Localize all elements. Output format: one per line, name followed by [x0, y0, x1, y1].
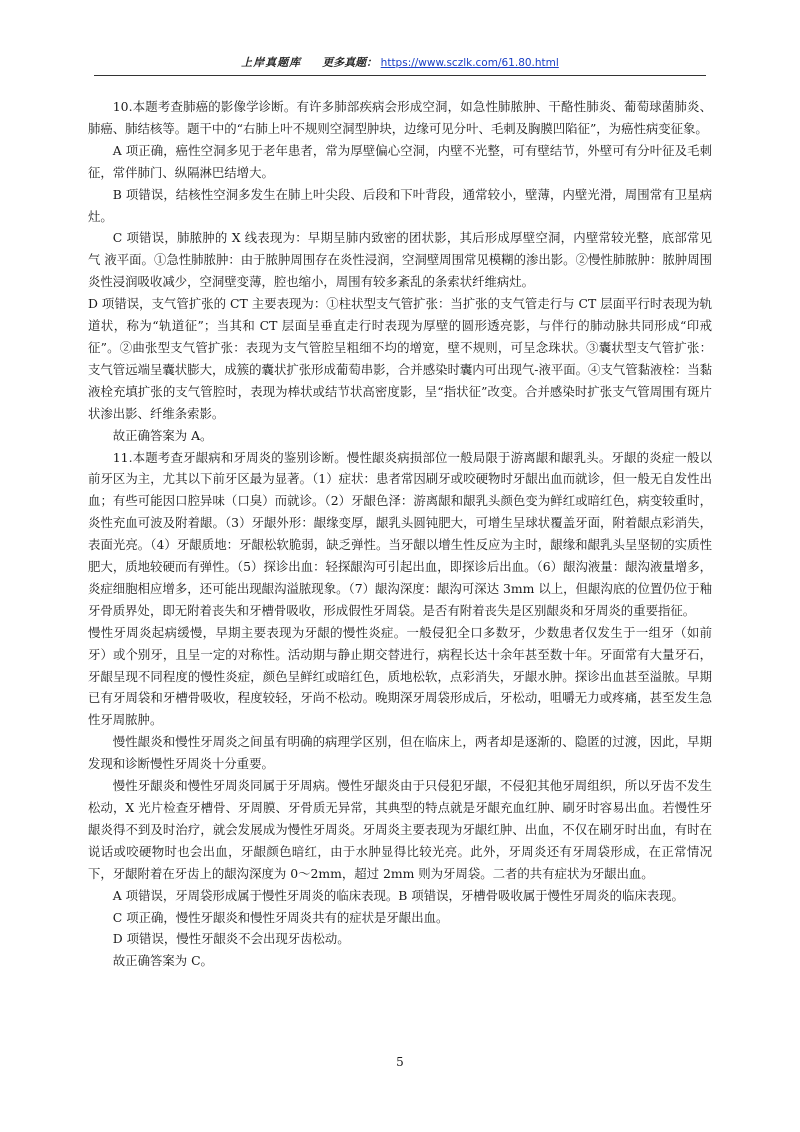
- paragraph: C 项错误，肺脓肿的 X 线表现为：早期呈肺内致密的团状影，其后形成厚壁空洞，内壁常较光整，底部常见气 液平面。①急性肺脓肿：由于脓肿周围存在炎性浸润，空洞壁周围常见模糊的渗出影。②慢性肺脓肿：脓肿周围炎性浸润吸收减少，空洞壁变薄，腔也缩小，周围有较多紊乱的条索状纤维病灶。: [88, 230, 712, 290]
- paragraph: 故正确答案为 C。: [112, 953, 213, 969]
- paragraph: 11.本题考查牙龈病和牙周炎的鉴别诊断。慢性龈炎病损部位一般局限于游离龈和龈乳头。牙龈的炎症一般以前牙区为主，尤其以下前牙区最为显著。（1）症状：患者常因刷牙或咬硬物时牙龈出血而就诊，但一般无自发性出血；有些可能因口腔异味（口臭）而就诊。（2）牙龈色泽：游离龈和龈乳头颜色变为鲜红或暗红色，病变较重时，炎性充血可波及附着龈。（3）牙龈外形：龈缘变厚，龈乳头圆钝肥大，可增生呈球状覆盖牙面，附着龈点彩消失，表面光亮。（4）牙龈质地：牙龈松软脆弱，缺乏弹性。当牙龈以增生性反应为主时，龈缘和龈乳头呈坚韧的实质性肥大，质地较硬而有弹性。（5）探诊出血：轻探龈沟可引起出血，即探诊后出血。（6）龈沟液量：龈沟液量增多，炎症细胞相应增多，还可能出现龈沟溢脓现象。（7）龈沟深度：龈沟可深达 3mm 以上，但龈沟底的位置仍位于釉牙骨质界处，即无附着丧失和牙槽骨吸收，形成假性牙周袋。是否有附着丧失是区别龈炎和牙周炎的重要指征。: [88, 449, 712, 618]
- paragraph: 慢性龈炎和慢性牙周炎之间虽有明确的病理学区别，但在临床上，两者却是逐渐的、隐匿的过渡，因此，早期发现和诊断慢性牙周炎十分重要。: [88, 734, 712, 772]
- paragraph: 故正确答案为 A。: [112, 427, 213, 443]
- more-label: 更多真题：: [322, 56, 378, 69]
- source-link[interactable]: https://www.sczlk.com/61.80.html: [380, 57, 559, 69]
- paragraph: D 项错误，支气管扩张的 CT 主要表现为：①柱状型支气管扩张：当扩张的支气管走行与 CT 层面平行时表现为轨道状，称为“轨道征”；当其和 CT 层面呈垂直走行时表现为厚壁的圆形透亮影，与伴行的肺动脉共同形成“印戒征”。②曲张型支气管扩张：表现为支气管腔呈粗细不均的增宽，壁不规则，可呈念珠状。③囊状型支气管扩张：支气管远端呈囊状膨大，成簇的囊状扩张形成葡萄串影，合并感染时囊内可出现气-液平面。④支气管黏液栓：当黏液栓充填扩张的支气管腔时，表现为棒状或结节状高密度影，呈“指状征”改变。合并感染时扩张支气管周围有斑片状渗出影、纤维条索影。: [88, 296, 712, 421]
- paragraph: A 项错误，牙周袋形成属于慢性牙周炎的临床表现。B 项错误，牙槽骨吸收属于慢性牙周炎的临床表现。: [112, 887, 684, 903]
- page-header: [94, 54, 706, 76]
- paragraph: A 项正确，癌性空洞多见于老年患者，常为厚壁偏心空洞，内壁不光整，可有壁结节，外壁可有分叶征及毛刺征，常伴肺门、纵隔淋巴结增大。: [88, 142, 712, 180]
- paragraph: 10.本题考查肺癌的影像学诊断。有许多肺部疾病会形成空洞，如急性肺脓肿、干酪性肺炎、葡萄球菌肺炎、肺癌、肺结核等。题干中的“右肺上叶不规则空洞型肿块，边缘可见分叶、毛刺及胸膜凹陷征”，为癌性病变征象。: [88, 99, 712, 136]
- paragraph: 慢性牙龈炎和慢性牙周炎同属于牙周病。慢性牙龈炎由于只侵犯牙龈，不侵犯其他牙周组织，所以牙齿不发生松动，X 光片检查牙槽骨、牙周膜、牙骨质无异常，其典型的特点就是牙龈充血红肿、刷牙时容易出血。若慢性牙龈炎得不到及时治疗，就会发展成为慢性牙周炎。牙周炎主要表现为牙龈红肿、出血，不仅在刷牙时出血，有时在说话或咬硬物时也会出血，牙龈颜色暗红，由于水肿显得比较光亮。此外，牙周炎还有牙周袋形成，在正常情况下，牙龈附着在牙齿上的龈沟深度为 0～2mm，超过 2mm 则为牙周袋。二者的共有症状为牙龈出血。: [88, 778, 712, 881]
- paragraph: D 项错误，慢性牙龈炎不会出现牙齿松动。: [112, 931, 350, 947]
- document-body: [88, 96, 712, 972]
- site-name: 上岸真题库: [241, 56, 302, 69]
- paragraph: 慢性牙周炎起病缓慢，早期主要表现为牙龈的慢性炎症。一般侵犯全口多数牙，少数患者仅发生于一组牙（如前牙）或个别牙，且呈一定的对称性。活动期与静止期交替进行，病程长达十余年甚至数十年。牙面常有大量牙石，牙龈呈现不同程度的慢性炎症，颜色呈鲜红或暗红色，质地松软，点彩消失，牙龈水肿。探诊出血甚至溢脓。早期已有牙周袋和牙槽骨吸收，程度较轻，牙尚不松动。晚期深牙周袋形成后，牙松动，咀嚼无力或疼痛，甚至发生急性牙周脓肿。: [88, 624, 712, 728]
- paragraph: C 项正确，慢性牙龈炎和慢性牙周炎共有的症状是牙龈出血。: [112, 909, 449, 925]
- paragraph: B 项错误，结核性空洞多发生在肺上叶尖段、后段和下叶背段，通常较小，壁薄，内壁光滑，周围常有卫星病灶。: [88, 186, 712, 224]
- page-number: 5: [396, 1055, 404, 1069]
